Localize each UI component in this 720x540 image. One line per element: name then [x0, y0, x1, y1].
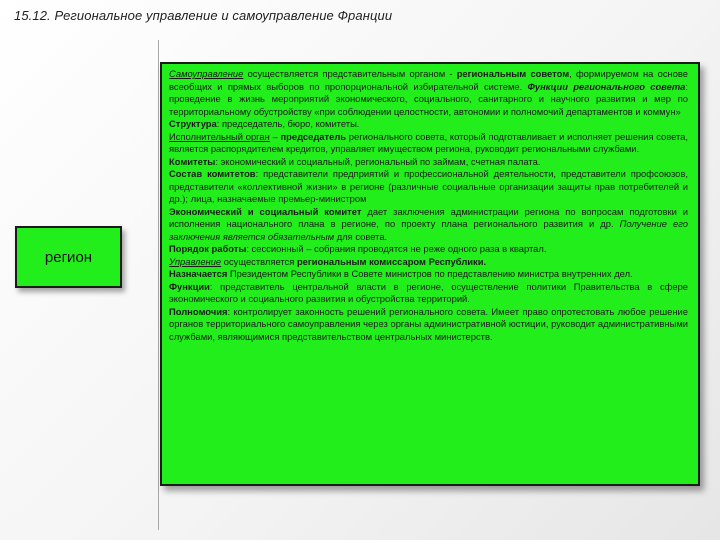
- text-run: Исполнительный орган: [169, 130, 270, 142]
- text-run: –: [269, 130, 281, 142]
- content-panel: [160, 62, 700, 486]
- text-run: : проведение в жизнь мероприятий экономического, социального, санитарного и научного развития и мер по территориальному обустройству «при соблюдении целостности, автономии и полномочий департаментов и коммун»: [169, 80, 688, 117]
- vertical-divider: [158, 40, 159, 530]
- content-paragraph: [169, 243, 688, 256]
- text-run: : представитель центральной власти в регионе, осуществление политики Правительства в сфере экономического и социального развития и обустройства территорий.: [169, 280, 688, 304]
- content-paragraph: [169, 156, 688, 169]
- text-run: : председатель, бюро, комитеты.: [216, 118, 360, 129]
- text-run: для совета.: [334, 230, 388, 242]
- text-run: регионального совета, который подготавливает и исполняет решения совета, является распорядителем кредитов, управляет имуществом региона, руководит региональными службами.: [169, 130, 688, 154]
- text-run: региональным комиссаром Республики.: [296, 255, 487, 267]
- text-run: , формируемом на основе всеобщих и прямых выборов по пропорциональной избирательной системе.: [169, 68, 688, 92]
- text-run: : контролирует законность решений регионального совета. Имеет право опротестовать любое решение органов территориального самоуправления через органы административной юстиции, руководит административными службами, являющимися представительством центральных министерств.: [169, 305, 688, 342]
- text-run: региональным советом: [456, 68, 570, 79]
- text-run: осуществляется: [221, 255, 297, 267]
- text-run: Самоуправление: [169, 68, 244, 79]
- text-run: Функции: [169, 280, 210, 292]
- text-run: Получение его заключения является обязательным: [169, 218, 689, 242]
- text-run: Назначается: [169, 268, 228, 279]
- content-paragraph: [169, 256, 688, 269]
- text-run: Структура: [169, 118, 217, 129]
- content-paragraph: [169, 306, 688, 344]
- text-run: : сессионный – собрания проводятся не реже одного раза в квартал.: [246, 243, 547, 254]
- text-run: дает заключения администрации региона по вопросам подготовки и исполнения национального плана в регионе, по проекту плана регионального развития и др.: [169, 205, 688, 229]
- text-run: Президентом Республики в Совете министров по представлению министра внутренних дел.: [227, 268, 633, 279]
- text-run: Экономический и социальный комитет: [169, 205, 362, 217]
- content-paragraph: [169, 268, 688, 281]
- content-paragraph: [169, 281, 688, 306]
- text-run: : представители предприятий и профессиональной деятельности, представители профсоюзов, представители «коллективной жизни» в регионе (различные социальные организации защиты прав потребителей и др.); лица, назначаемые премьер-министром: [169, 168, 688, 204]
- content-paragraph: [169, 131, 688, 156]
- text-run: осуществляется представительным органом -: [243, 68, 457, 79]
- slide-title: 15.12. Региональное управление и самоуправление Франции: [14, 8, 393, 23]
- content-paragraph: [169, 118, 688, 131]
- region-label: регион: [44, 248, 93, 266]
- text-run: Комитеты: [169, 155, 216, 167]
- text-run: : экономический и социальный, региональный по займам, счетная палата.: [215, 155, 541, 167]
- text-run: председатель: [280, 130, 347, 142]
- content-paragraph: [169, 206, 688, 244]
- text-run: Функции регионального совета: [527, 80, 686, 92]
- content-paragraph: [169, 68, 688, 118]
- text-run: Полномочия: [169, 305, 228, 317]
- text-run: Управление: [169, 255, 222, 267]
- text-run: Состав комитетов: [169, 168, 256, 179]
- region-box: [15, 226, 122, 288]
- content-paragraph: [169, 168, 688, 206]
- text-run: Порядок работы: [169, 243, 247, 254]
